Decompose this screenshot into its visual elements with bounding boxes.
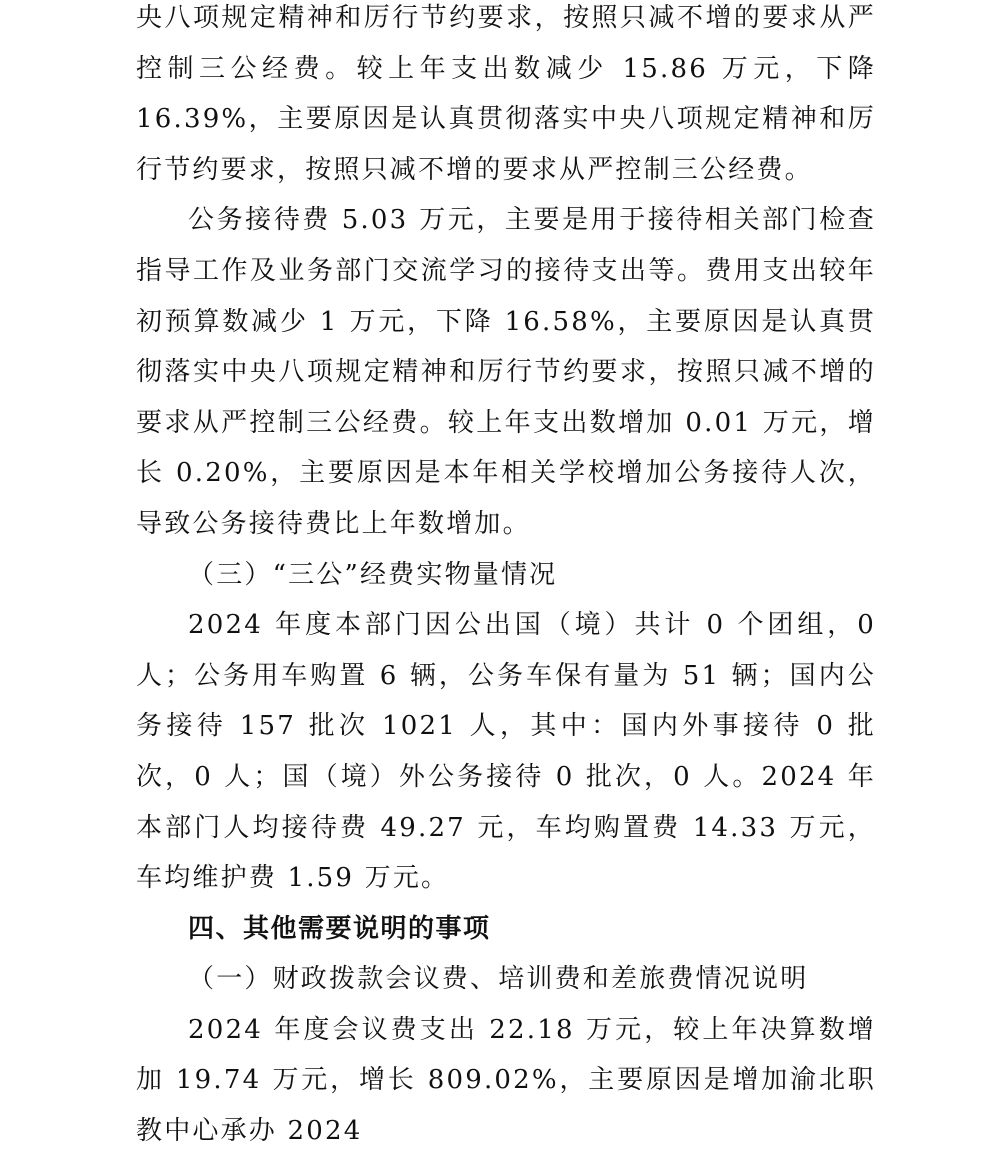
paragraph-meeting-expense: 2024 年度会议费支出 22.18 万元，较上年决算数增加 19.74 万元，增长 809.02%，主要原因是增加渝北职教中心承办 2024 <box>136 1014 876 1147</box>
paragraph-official-reception: 公务接待费 5.03 万元，主要是用于接待相关部门检查指导工作及业务部门交流学习的接待支出等。费用支出较年初预算数减少 1 万元，下降 16.58%，主要原因是认真贯彻落实中央八项规定精神和厉行节约要求，按照只减不增的要求从严控制三公经费。较上年支出数增加 0.01 万元，增长 0.20%，主要原因是本年相关学校增加公务接待人次，导致公务接待费比上年数增加。 <box>136 205 876 539</box>
paragraph-physical-quantity: 2024 年度本部门因公出国（境）共计 0 个团组，0 人；公务用车购置 6 辆，公务车保有量为 51 辆；国内公务接待 157 批次 1021 人，其中：国内外事接待 0 批次，0 人；国（境）外公务接待 0 批次，0 人。2024 年本部门人均接待费 49.27 元，车均购置费 14.33 万元，车均维护费 1.59 万元。 <box>136 610 876 894</box>
section-subheading-meeting-training-travel: （一）财政拨款会议费、培训费和差旅费情况说明 <box>188 964 809 995</box>
document-page <box>136 0 876 1157</box>
section-heading-other-matters: 四、其他需要说明的事项 <box>188 913 491 944</box>
section-subheading-physical-quantity: （三）“三公”经费实物量情况 <box>188 559 558 590</box>
paragraph-three-public-expense-control: 央八项规定精神和厉行节约要求，按照只减不增的要求从严控制三公经费。较上年支出数减少 15.86 万元，下降 16.39%，主要原因是认真贯彻落实中央八项规定精神和厉行节约要求，按照只减不增的要求从严控制三公经费。 <box>136 3 876 185</box>
